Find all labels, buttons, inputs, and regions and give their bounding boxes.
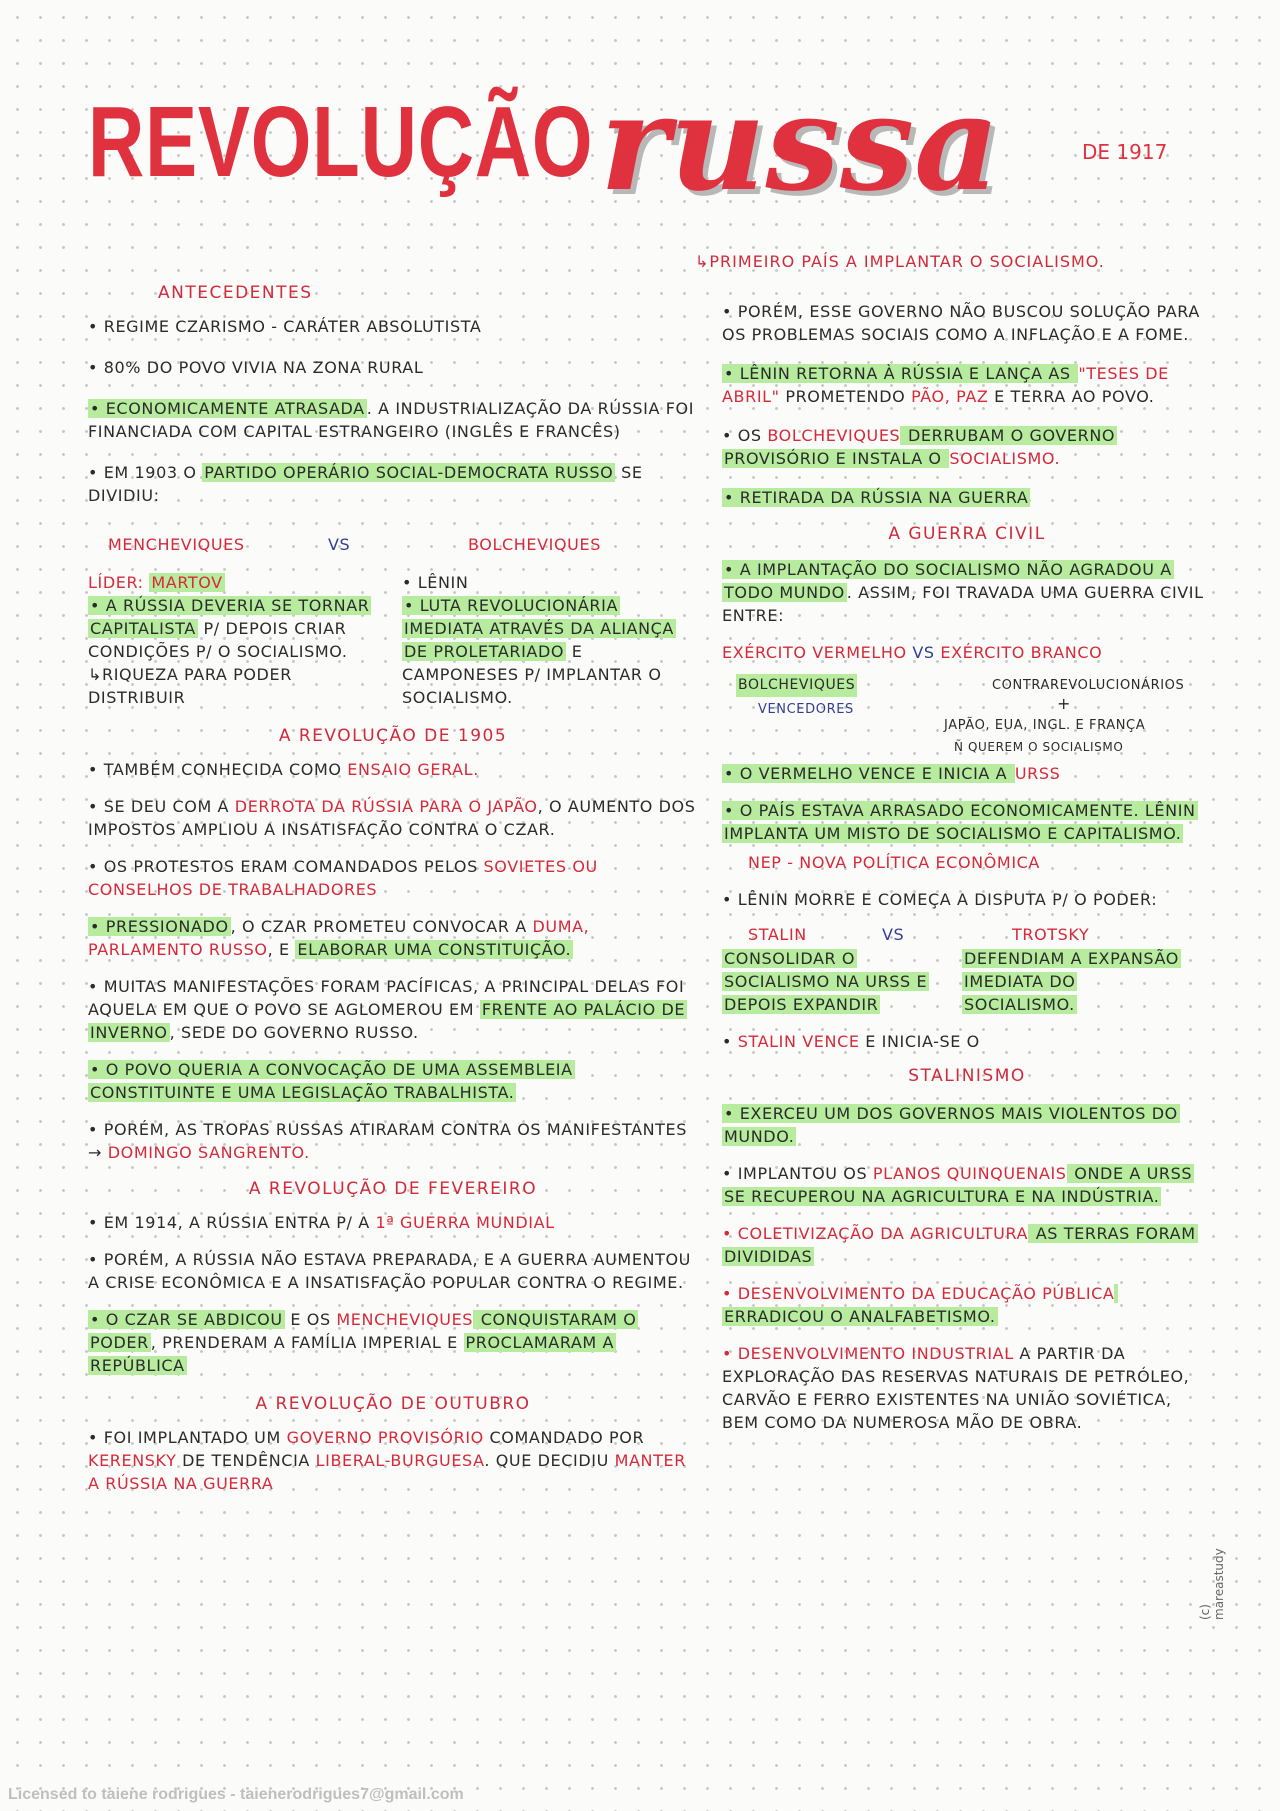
- right-column: [722, 300, 1212, 1434]
- civil-b1-b: . ASSIM, FOI TRAVADA UMA GUERRA CIVIL ENTRE:: [722, 583, 1204, 625]
- antecedentes-b4: [88, 461, 698, 507]
- trotsky-text: [962, 947, 1182, 1016]
- stal-b2: [722, 1162, 1212, 1208]
- bolcheviques-col: [402, 571, 692, 709]
- hl-palacio: FRENTE AO PALÁCIO DE INVERNO: [90, 1000, 686, 1042]
- stal-b5-b: A PARTIR DA EXPLORAÇÃO DAS RESERVAS NATURAIS DE PETRÓLEO, CARVÃO E FERRO EXISTENTES NA UNIÃO SOVIÉTICA, BEM COMO DA NUMEROSA MÃO DE OBRA.: [722, 1344, 1190, 1432]
- license-footer: Licensed to taiene rodrigues - taienerodrigues7@gmail.com: [8, 1786, 464, 1803]
- hl-assembleia: • O POVO QUERIA A CONVOCAÇÃO DE UMA ASSEMBLEIA CONSTITUINTE E UMA LEGISLAÇÃO TRABALHISTA.: [90, 1060, 573, 1102]
- page-title-russa: russa: [600, 66, 1000, 221]
- r1905-b1-a: • TAMBÉM CONHECIDA COMO: [88, 760, 348, 779]
- antecedentes-b1: • REGIME CZARISMO - CARÁTER ABSOLUTISTA: [88, 317, 482, 336]
- m-b2: ↳RIQUEZA PARA PODER DISTRIBUIR: [88, 665, 292, 707]
- right-b3: [722, 424, 1212, 470]
- hl-arrasado: • O PAÍS ESTAVA ARRASADO ECONOMICAMENTE. LÊNIN IMPLANTA UM MISTO DE SOCIALISMO E CAPITALISMO.: [724, 801, 1196, 843]
- r1905-b7: [88, 1118, 698, 1164]
- civil-armies: [722, 641, 1212, 664]
- stal-b5-a: • DESENVOLVIMENTO INDUSTRIAL: [722, 1344, 1014, 1363]
- hl-terras: AS TERRAS FORAM DIVIDIDAS: [724, 1224, 1196, 1266]
- r1905-b3: [88, 855, 698, 901]
- label-urss: URSS: [1014, 764, 1061, 783]
- hl-retirada: • RETIRADA DA RÚSSIA NA GUERRA: [724, 488, 1029, 507]
- r1905-b7-b: DOMINGO SANGRENTO.: [107, 1143, 310, 1162]
- r1905-b2: [88, 795, 698, 841]
- b-b1-text: E CAMPONESES P/ IMPLANTAR O SOCIALISMO.: [402, 642, 662, 707]
- hl-bolcheviques: BOLCHEVIQUES: [736, 674, 857, 697]
- page-title-revolucao: REVOLUÇÃO: [88, 86, 594, 198]
- r1905-b4-c: DUMA, PARLAMENTO RUSSO: [88, 917, 590, 959]
- label-vs-2: VS: [912, 643, 935, 662]
- stal-b3: [722, 1222, 1212, 1268]
- hl-violentos: • EXERCEU UM DOS GOVERNOS MAIS VIOLENTOS DO MUNDO.: [724, 1104, 1178, 1146]
- right-b3-a: • OS: [722, 426, 768, 445]
- split-header: [88, 521, 698, 571]
- subtitle: ↳PRIMEIRO PAÍS A IMPLANTAR O SOCIALISMO.: [695, 252, 1105, 271]
- stalin-text: [722, 947, 932, 1016]
- fev-b1-a: • EM 1914, A RÚSSIA ENTRA P/ A: [88, 1213, 376, 1232]
- m-lider-name: MARTOV: [151, 573, 223, 592]
- label-vencedores: VENCEDORES: [758, 702, 854, 717]
- fev-b3-e: , PRENDERAM A FAMÍLIA IMPERIAL E: [150, 1333, 464, 1352]
- r1905-b5-c: , SEDE DO GOVERNO RUSSO.: [169, 1023, 419, 1042]
- r1905-b3-a: • OS PROTESTOS ERAM COMANDADOS PELOS: [88, 857, 484, 876]
- right-b2-d: PÃO, PAZ: [911, 387, 989, 406]
- civil-b5-c: E INICIA-SE O: [859, 1032, 980, 1051]
- out-b1-d: KERENSKY: [88, 1451, 177, 1470]
- fev-b1-b: 1ª GUERRA MUNDIAL: [375, 1213, 555, 1232]
- r1905-b4-b: , O CZAR PROMETEU CONVOCAR A: [230, 917, 533, 936]
- heading-antecedentes: ANTECEDENTES: [158, 283, 313, 303]
- stalin-trotsky-body: [722, 947, 1212, 1016]
- r1905-b1-b: ENSAIO GERAL.: [347, 760, 479, 779]
- m-b1: [88, 594, 388, 663]
- hl-partido: PARTIDO OPERÁRIO SOCIAL-DEMOCRATA RUSSO: [204, 463, 614, 482]
- hl-implantacao: • A IMPLANTAÇÃO DO SOCIALISMO NÃO AGRADOU A TODO MUNDO: [724, 560, 1172, 602]
- out-b1-g: . QUE DECIDIU: [484, 1451, 615, 1470]
- civil-b5-a: •: [722, 1032, 738, 1051]
- heading-stalinismo: STALINISMO: [908, 1066, 1026, 1086]
- right-b3-b: BOLCHEVIQUES: [767, 426, 901, 445]
- out-b1-f: LIBERAL-BURGUESA: [315, 1451, 485, 1470]
- hl-pressionado: • PRESSIONADO: [90, 917, 229, 936]
- label-bolcheviques: BOLCHEVIQUES: [468, 535, 601, 554]
- label-vs-3: VS: [882, 925, 905, 944]
- right-b2-e: E TERRA AO POVO.: [988, 387, 1155, 406]
- hl-lenin-retorna: • LÊNIN RETORNA À RÚSSIA E LANÇA AS: [724, 364, 1077, 383]
- title-year: DE 1917: [1082, 140, 1168, 164]
- r1905-b6: [88, 1058, 698, 1104]
- out-b1-c: COMANDADO POR: [483, 1428, 645, 1447]
- out-b1-a: • FOI IMPLANTADO UM: [88, 1428, 287, 1447]
- fev-b2: • PORÉM, A RÚSSIA NÃO ESTAVA PREPARADA, E A GUERRA AUMENTOU A CRISE ECONÔMICA E A INSATISFAÇÃO POPULAR CONTRA O REGIME.: [88, 1250, 691, 1292]
- hl-atrasada: • ECONOMICAMENTE ATRASADA: [90, 399, 365, 418]
- civil-b5-b: STALIN VENCE: [737, 1032, 860, 1051]
- label-contrarevolucionarios: CONTRAREVOLUCIONÁRIOS: [992, 678, 1185, 693]
- m-lider: [88, 571, 388, 594]
- split-body: [88, 571, 698, 709]
- b-lider: • LÊNIN: [402, 573, 469, 592]
- r1905-b5: [88, 975, 698, 1044]
- m-lider-label: LÍDER:: [88, 573, 144, 592]
- civil-b5: [722, 1030, 1212, 1053]
- stalin-trotsky-header: [722, 923, 1212, 947]
- b-b1: [402, 594, 692, 709]
- right-b3-d: SOCIALISMO.: [949, 449, 1061, 468]
- antecedentes-b3: [88, 397, 698, 443]
- m-b1-text: P/ DEPOIS CRIAR CONDIÇÕES P/ O SOCIALISMO.: [88, 619, 348, 661]
- out-b1-h: MANTER A RÚSSIA NA GUERRA: [88, 1451, 686, 1493]
- stal-b1: [722, 1102, 1212, 1148]
- r1905-b5-a: • MUITAS MANIFESTAÇÕES FORAM PACÍFICAS, A PRINCIPAL DELAS FOI AQUELA EM QUE O POVO SE AGLOMEROU EM: [88, 977, 685, 1019]
- r1905-b3-b: SOVIETES OU CONSELHOS DE TRABALHADORES: [88, 857, 598, 899]
- hl-poder: CONQUISTARAM O PODER: [90, 1310, 637, 1352]
- stal-b4-a: • DESENVOLVIMENTO DA EDUCAÇÃO PÚBLICA: [722, 1284, 1115, 1303]
- right-b2-c: PROMETENDO: [779, 387, 912, 406]
- hl-vermelho-vence: • O VERMELHO VENCE E INICIA A: [724, 764, 1013, 783]
- hl-stalin: CONSOLIDAR O SOCIALISMO NA URSS E DEPOIS EXPANDIR: [724, 949, 928, 1014]
- r1905-b2-b: DERROTA DA RÚSSIA PARA O JAPÃO: [234, 797, 538, 816]
- stal-b5: [722, 1342, 1212, 1434]
- heading-guerra-civil: A GUERRA CIVIL: [888, 524, 1046, 544]
- label-trotsky: TROTSKY: [1012, 925, 1090, 944]
- hl-czar: • O CZAR SE ABDICOU: [90, 1310, 283, 1329]
- fev-b1: [88, 1211, 698, 1234]
- antecedentes-b4-c: SE DIVIDIU:: [88, 463, 643, 505]
- civil-b1: [722, 558, 1212, 627]
- stal-b2-b: PLANOS QUINQUENAIS: [872, 1164, 1067, 1183]
- r1905-b4-d: , E: [267, 940, 296, 959]
- antecedentes-b3-text: . A INDUSTRIALIZAÇÃO DA RÚSSIA FOI FINANCIADA COM CAPITAL ESTRANGEIRO (INGLÊS E FRANCÊS): [88, 399, 695, 441]
- out-b1-b: GOVERNO PROVISÓRIO: [286, 1428, 484, 1447]
- stal-b4: [722, 1282, 1212, 1328]
- civil-b4: • LÊNIN MORRE E COMEÇA A DISPUTA P/ O PODER:: [722, 890, 1158, 909]
- hl-constituicao: ELABORAR UMA CONSTITUIÇÃO.: [297, 940, 572, 959]
- antecedentes-b2: • 80% DO POVO VIVIA NA ZONA RURAL: [88, 358, 424, 377]
- right-b2-b: "TESES DE ABRIL": [722, 364, 1169, 406]
- civil-sides: [722, 674, 1212, 774]
- r1905-b7-a: • PORÉM, AS TROPAS RUSSAS ATIRARAM CONTRA OS MANIFESTANTES →: [88, 1120, 688, 1162]
- fev-b3-b: E OS: [284, 1310, 337, 1329]
- right-b2: [722, 362, 1212, 408]
- right-b4: [722, 486, 1212, 509]
- stal-b3-a: • COLETIVIZAÇÃO DA AGRICULTURA: [722, 1224, 1029, 1243]
- mencheviques-col: [88, 571, 388, 709]
- label-exercito-branco: EXÉRCITO BRANCO: [940, 643, 1103, 662]
- hl-capitalista: • A RÚSSIA DEVERIA SE TORNAR CAPITALISTA: [90, 596, 370, 638]
- r1905-b2-a: • SE DEU COM A: [88, 797, 235, 816]
- heading-fevereiro: A REVOLUÇÃO DE FEVEREIRO: [248, 1179, 538, 1199]
- hl-trotsky: DEFENDIAM A EXPANSÃO IMEDIATA DO SOCIALISMO.: [964, 949, 1179, 1014]
- out-b1: [88, 1426, 698, 1495]
- hl-analfabetismo: ERRADICOU O ANALFABETISMO.: [722, 1284, 1118, 1326]
- r1905-b1: [88, 758, 698, 781]
- hl-republica: PROCLAMARAM A REPÚBLICA: [90, 1333, 615, 1375]
- label-mencheviques: MENCHEVIQUES: [108, 535, 245, 554]
- stal-b2-a: • IMPLANTOU OS: [722, 1164, 873, 1183]
- fev-b3-c: MENCHEVIQUES: [336, 1310, 474, 1329]
- right-b1: • PORÉM, ESSE GOVERNO NÃO BUSCOU SOLUÇÃO PARA OS PROBLEMAS SOCIAIS COMO A INFLAÇÃO E A FOME.: [722, 302, 1200, 344]
- r1905-b2-c: , O AUMENTO DOS IMPOSTOS AMPLIOU A INSATISFAÇÃO CONTRA O CZAR.: [88, 797, 696, 839]
- credit-text: (c) mareastudy: [1198, 1548, 1226, 1620]
- out-b1-e: DE TENDÊNCIA: [176, 1451, 316, 1470]
- heading-1905: A REVOLUÇÃO DE 1905: [278, 726, 508, 746]
- heading-outubro: A REVOLUÇÃO DE OUTUBRO: [255, 1394, 531, 1414]
- civil-b3: [722, 799, 1212, 845]
- left-column: [88, 282, 698, 1495]
- antecedentes-b4-a: • EM 1903 O: [88, 463, 203, 482]
- r1905-b4: [88, 915, 698, 961]
- hl-luta: • LUTA REVOLUCIONÁRIA IMEDIATA ATRAVÉS DA ALIANÇA DE PROLETARIADO: [404, 596, 674, 661]
- label-aliados-note: Ñ QUEREM O SOCIALISMO: [954, 740, 1124, 754]
- hl-recuperou: ONDE A URSS SE RECUPEROU NA AGRICULTURA E NA INDÚSTRIA.: [724, 1164, 1193, 1206]
- label-exercito-vermelho: EXÉRCITO VERMELHO: [722, 643, 907, 662]
- label-aliados: JAPÃO, EUA, INGL. E FRANÇA: [944, 718, 1146, 733]
- label-vs: VS: [328, 535, 351, 554]
- fev-b3: [88, 1308, 698, 1377]
- label-stalin: STALIN: [748, 925, 807, 944]
- hl-derrubam: DERRUBAM O GOVERNO PROVISÓRIO E INSTALA O: [724, 426, 1116, 468]
- label-plus: +: [1057, 694, 1072, 713]
- label-nep: NEP - NOVA POLÍTICA ECONÔMICA: [748, 853, 1040, 872]
